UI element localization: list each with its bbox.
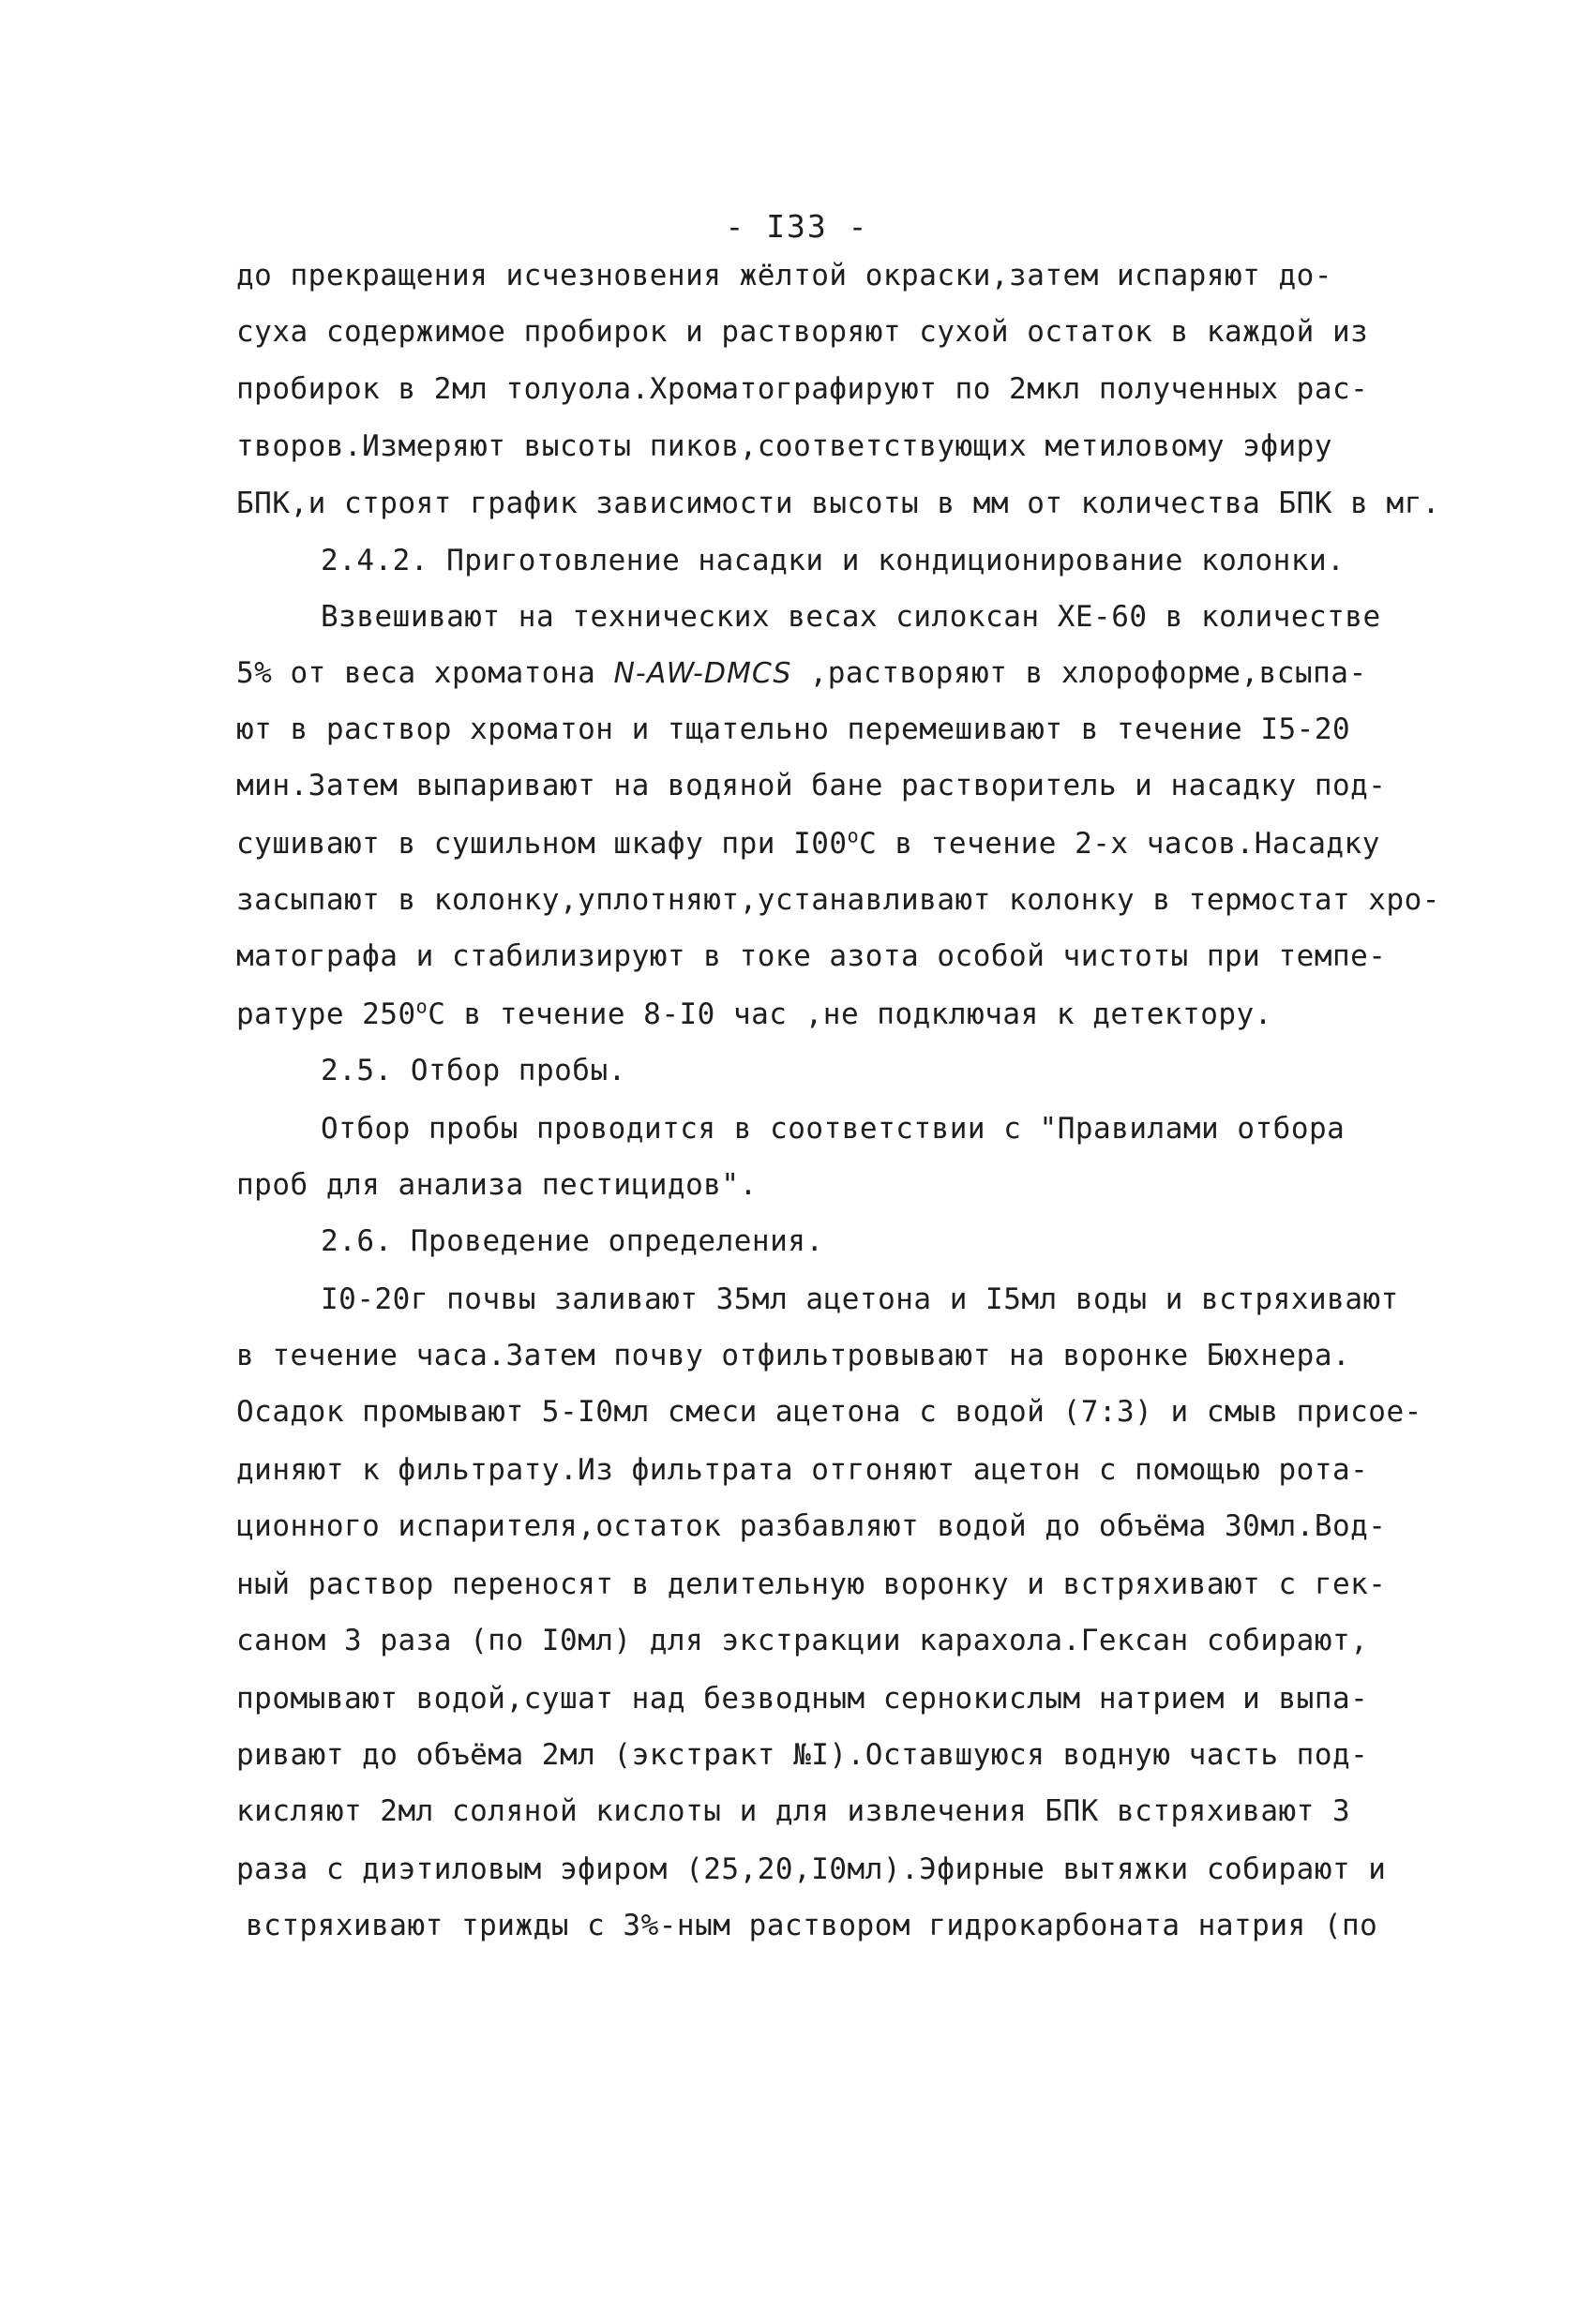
text-line: творов.Измеряют высоты пиков,соответствующих метиловому эфиру — [236, 429, 1332, 463]
text-line: Отбор пробы проводится в соответствии с "Правилами отбора — [321, 1112, 1346, 1146]
text-line: встряхивают трижды с 3%-ным раствором гидрокарбоната натрия (по — [246, 1909, 1378, 1942]
text-line: засыпают в колонку,уплотняют,устанавливают колонку в термостат хро- — [236, 883, 1440, 917]
section-heading: 2.6. Проведение определения. — [321, 1224, 824, 1258]
text-line: суха содержимое пробирок и растворяют сухой остаток в каждой из — [236, 315, 1369, 349]
text-line: промывают водой,сушат над безводным сернокислым натрием и выпа- — [236, 1682, 1369, 1716]
text-line: кисляют 2мл соляной кислоты и для извлечения БПК встряхивают 3 — [236, 1794, 1351, 1828]
text-line: Осадок промывают 5-I0мл смеси ацетона с водой (7:3) и смыв присое- — [236, 1395, 1422, 1429]
text-line: саном 3 раза (по I0мл) для экстракции карахола.Гексан собирают, — [236, 1624, 1369, 1657]
text-line: матографа и стабилизируют в токе азота особой чистоты при темпе- — [236, 939, 1387, 973]
text-line: I0-20г почвы заливают 35мл ацетона и I5мл воды и встряхивают — [321, 1282, 1399, 1316]
text-line: ный раствор переносят в делительную воронку и встряхивают с гек- — [236, 1567, 1387, 1601]
text-line: ют в раствор хроматон и тщательно перемешивают в течение I5-20 — [236, 712, 1351, 746]
section-heading: 2.5. Отбор пробы. — [321, 1054, 626, 1087]
degree-mark: о — [415, 995, 429, 1018]
text-line: проб для анализа пестицидов". — [236, 1168, 758, 1202]
text-line: ратуре $250^оС$ в течение 8-I0 час ,не подключая к детектору. — [236, 995, 1272, 1031]
text-line: Взвешивают на технических весах силоксан ХЕ-60 в количестве — [321, 600, 1381, 634]
text-line: диняют к фильтрату.Из фильтрата отгоняют ацетон с помощью рота- — [236, 1453, 1369, 1487]
degree-mark: о — [847, 824, 860, 847]
text-line: до прекращения исчезновения жёлтой окраски,затем испаряют до- — [236, 259, 1332, 292]
text-line: БПК,и строят график зависимости высоты в мм от количества БПК в мг. — [236, 487, 1440, 520]
text-line: в течение часа.Затем почву отфильтровывают на воронке Бюхнера. — [236, 1339, 1351, 1372]
section-heading: 2.4.2. Приготовление насадки и кондиционирование колонки. — [321, 544, 1346, 577]
text-line: мин.Затем выпаривают на водяной бане растворитель и насадку под- — [236, 769, 1387, 802]
page-number: - I33 - — [725, 208, 869, 245]
text-line: пробирок в 2мл толуола.Хроматографируют по 2мкл полученных рас- — [236, 372, 1369, 406]
text-line: ривают до объёма 2мл (экстракт №I).Оставшуюся водную часть под- — [236, 1738, 1369, 1772]
text-line: 5% от веса хроматона N-AW-DMCS ,растворяют в хлороформе,всыпа- — [236, 656, 1367, 690]
text-line: ционного испарителя,остаток разбавляют водой до объёма 30мл.Вод- — [236, 1509, 1387, 1543]
text-line: раза с диэтиловым эфиром (25,20,I0мл).Эфирные вытяжки собирают и — [236, 1852, 1387, 1886]
text-line: сушивают в сушильном шкафу при $I00^оС$ в течение 2-х часов.Насадку — [236, 824, 1380, 861]
handwritten-insert: N-AW-DMCS — [613, 657, 792, 690]
